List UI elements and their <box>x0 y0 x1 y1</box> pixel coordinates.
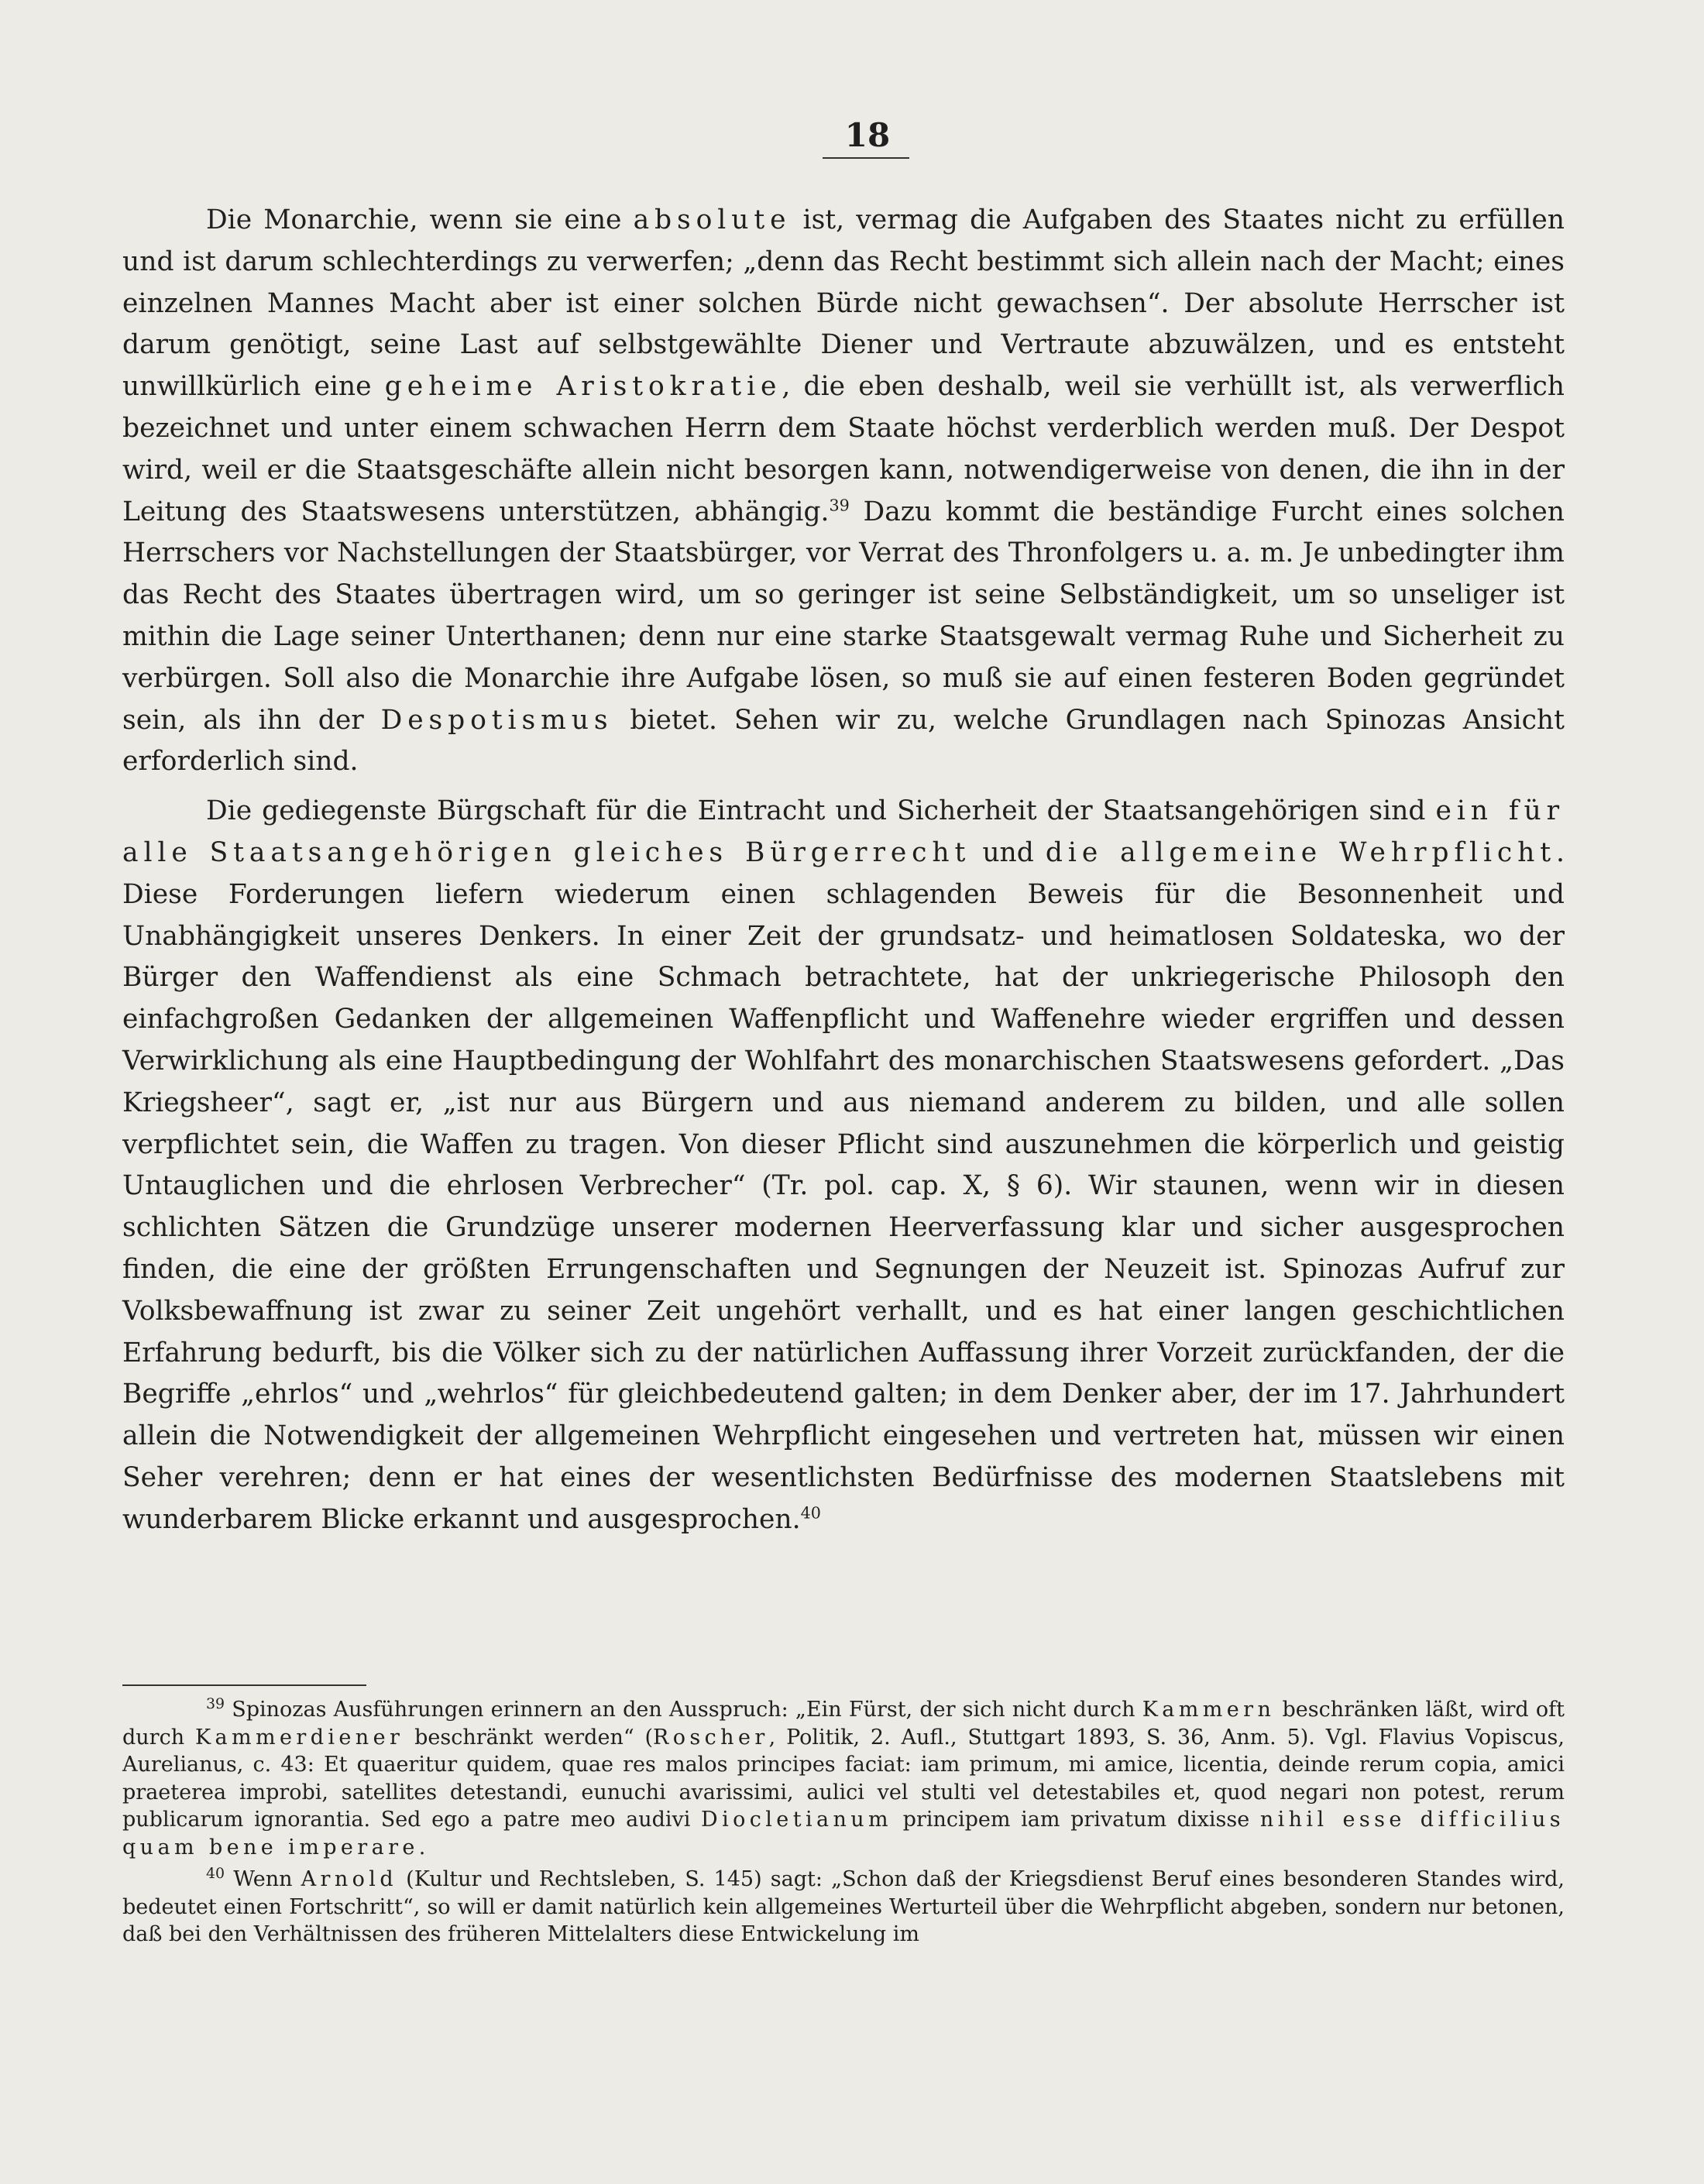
footnote: $^{39}$ Spinozas Ausführungen erinnern an den Ausspruch: „Ein Fürst, der sich nicht durch Kammern beschränken läßt, wird oft durch Kammerdiener beschränkt werden“ (Roscher, Politik, 2. Aufl., Stuttgart 1893, S. 36, Anm. 5). Vgl. Flavius Vopiscus, Aurelianus, c. 43: Et quaeritur quidem, quae res malos principes faciat: iam primum, mi amice, licentia, deinde rerum copia, amici praeterea improbi, satellites detestandi, eunuchi avarissimi, aulici vel stulti vel detestabiles et, quod negari non potest, rerum publicarum ignorantia. Sed ego a patre meo audivi Diocletianum principem iam privatum dixisse nihil esse difficilius quam bene imperare. <box>122 1695 1565 1859</box>
body-spaced-emphasis: ein für alle Staatsangehörigen gleiches Bürgerrecht <box>122 795 1565 868</box>
body-text <box>122 200 1565 1549</box>
footnotes <box>122 1696 1565 1953</box>
body-spaced-emphasis: absolute <box>633 204 792 235</box>
footnote-marker: 39 <box>829 496 850 515</box>
footnote-spaced-emphasis: Diocletianum <box>701 1808 893 1832</box>
page-number: 18 <box>844 116 891 154</box>
footnote-spaced-emphasis: Kammern <box>1142 1698 1276 1722</box>
footnote-spaced-emphasis: Kammerdiener <box>194 1725 404 1750</box>
footnote-spaced-emphasis: Roscher <box>653 1725 769 1750</box>
paragraph: Die gediegenste Bürgschaft für die Eintracht und Sicherheit der Staatsangehörigen sind ein für alle Staatsangehörigen gleiches Bürgerrecht und die allgemeine Wehrpflicht. Diese Forderungen liefern wiederum einen schlagenden Beweis für die Besonnenheit und Unabhängigkeit unseres Denkers. In einer Zeit der grundsatz- und heimatlosen Soldateska, wo der Bürger den Waffendienst als eine Schmach betrachtete, hat der unkriegerische Philosoph den einfachgroßen Gedanken der allgemeinen Waffenpflicht und Waffenehre wieder ergriffen und dessen Verwirklichung als eine Hauptbedingung der Wohlfahrt des monarchischen Staatswesens gefordert. „Das Kriegsheer“, sagt er, „ist nur aus Bürgern und aus niemand anderem zu bilden, und alle sollen verpflichtet sein, die Waffen zu tragen. Von dieser Pflicht sind auszunehmen die körperlich und geistig Untauglichen und die ehrlosen Verbrecher“ (Tr. pol. cap. X, § 6). Wir staunen, wenn wir in diesen schlichten Sätzen die Grundzüge unserer modernen Heerverfassung klar und sicher ausgesprochen finden, die eine der größten Errungenschaften und Segnungen der Neuzeit ist. Spinozas Aufruf zur Volksbewaffnung ist zwar zu seiner Zeit ungehört verhallt, und es hat einer langen geschichtlichen Erfahrung bedurft, bis die Völker sich zu der natürlichen Auffassung ihrer Vorzeit zurückfanden, der die Begriffe „ehrlos“ und „wehrlos“ für gleichbedeutend galten; in dem Denker aber, der im 17. Jahrhundert allein die Notwendigkeit der allgemeinen Wehrpflicht eingesehen und vertreten hat, müssen wir einen Seher verehren; denn er hat eines der wesentlichsten Bedürfnisse des modernen Staatslebens mit wunderbarem Blicke erkannt und ausgesprochen.$^{40}$ <box>122 795 1565 1535</box>
body-spaced-emphasis: geheime Aristokratie <box>384 371 782 403</box>
footnote-spaced-emphasis: nihil esse difficilius quam bene imperare <box>122 1808 1565 1859</box>
paragraph: Die Monarchie, wenn sie eine absolute ist, vermag die Aufgaben des Staates nicht zu erfüllen und ist darum schlechterdings zu verwerfen; „denn das Recht bestimmt sich allein nach der Macht; eines einzelnen Mannes Macht aber ist einer solchen Bürde nicht gewachsen“. Der absolute Herrscher ist darum genötigt, seine Last auf selbstgewählte Diener und Vertraute abzuwälzen, und es entsteht unwillkürlich eine geheime Aristokratie, die eben deshalb, weil sie verhüllt ist, als verwerflich bezeichnet und unter einem schwachen Herrn dem Staate höchst verderblich werden muß. Der Despot wird, weil er die Staatsgeschäfte allein nicht besorgen kann, notwendigerweise von denen, die ihn in der Leitung des Staatswesens unterstützen, abhängig.$^{39}$ Dazu kommt die beständige Furcht eines solchen Herrschers vor Nachstellungen der Staatsbürger, vor Verrat des Thronfolgers u. a. m. Je unbedingter ihm das Recht des Staates übertragen wird, um so geringer ist seine Selbständigkeit, um so unseliger ist mithin die Lage seiner Unterthanen; denn nur eine starke Staatsgewalt vermag Ruhe und Sicherheit zu verbürgen. Soll also die Monarchie ihre Aufgabe lösen, so muß sie auf einen festeren Boden gegründet sein, als ihn der Despotismus bietet. Sehen wir zu, welche Grundlagen nach Spinozas Ansicht erforderlich sind. <box>122 204 1565 778</box>
footnote-spaced-emphasis: Arnold <box>301 1867 398 1891</box>
body-spaced-emphasis: die allgemeine Wehrpflicht <box>1045 836 1557 868</box>
page-number-underline <box>823 157 909 159</box>
footnote-marker: 40 <box>800 1503 821 1523</box>
footnote-separator <box>122 1684 366 1686</box>
footnote: $^{40}$ Wenn Arnold (Kultur und Rechtsleben, S. 145) sagt: „Schon daß der Kriegsdienst Beruf eines besonderen Standes wird, bedeutet einen Fortschritt“, so will er damit natürlich kein allgemeines Werturteil über die Wehrpflicht abgeben, sondern nur betonen, daß bei den Verhältnissen des früheren Mittelalters diese Entwickelung im <box>122 1865 1565 1946</box>
footnote-marker: 39 <box>206 1695 225 1712</box>
body-spaced-emphasis: Despotismus <box>380 704 613 736</box>
footnote-marker: 40 <box>206 1865 225 1882</box>
